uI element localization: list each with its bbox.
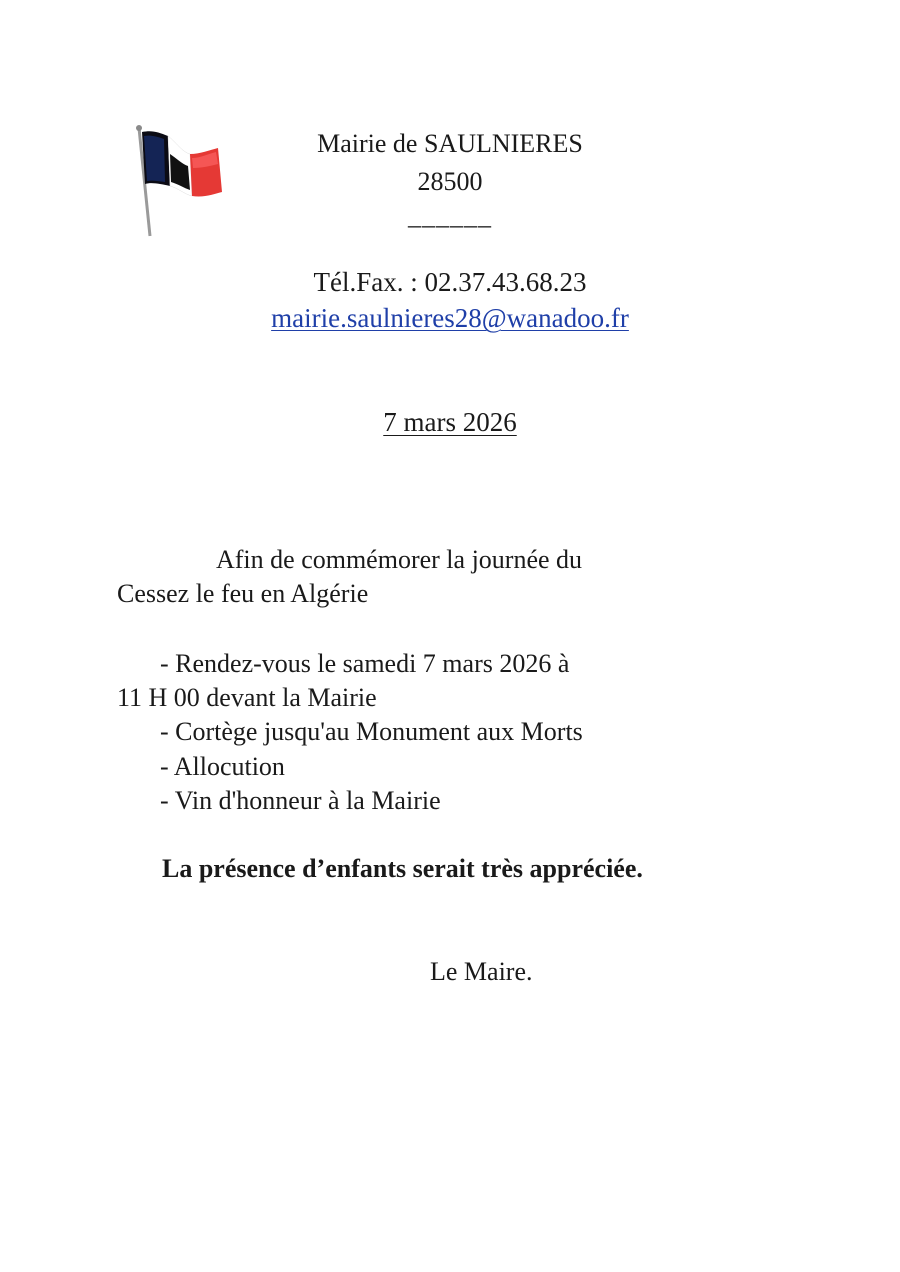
intro-line-1: Afin de commémorer la journée du	[216, 545, 583, 574]
postcode: 28500	[417, 167, 483, 196]
phone-fax: Tél.Fax. : 02.37.43.68.23	[313, 267, 587, 297]
program-item-speech: - Allocution	[160, 752, 285, 781]
program-item-reception: - Vin d'honneur à la Mairie	[160, 786, 441, 815]
separator-rule: ______	[408, 201, 492, 230]
children-note: La présence d’enfants serait très appréciée.	[162, 854, 643, 883]
signature: Le Maire.	[430, 957, 533, 986]
french-flag-icon	[130, 124, 226, 240]
program-item-meeting: - Rendez-vous le samedi 7 mars 2026 à	[160, 649, 570, 678]
intro-line-2: Cessez le feu en Algérie	[117, 579, 369, 608]
document-date: 7 mars 2026	[383, 407, 517, 437]
email-link[interactable]: mairie.saulnieres28@wanadoo.fr	[271, 303, 629, 333]
program-item-meeting-time: 11 H 00 devant la Mairie	[117, 683, 377, 712]
municipality-title: Mairie de SAULNIERES	[317, 129, 583, 158]
program-item-procession: - Cortège jusqu'au Monument aux Morts	[160, 717, 583, 746]
